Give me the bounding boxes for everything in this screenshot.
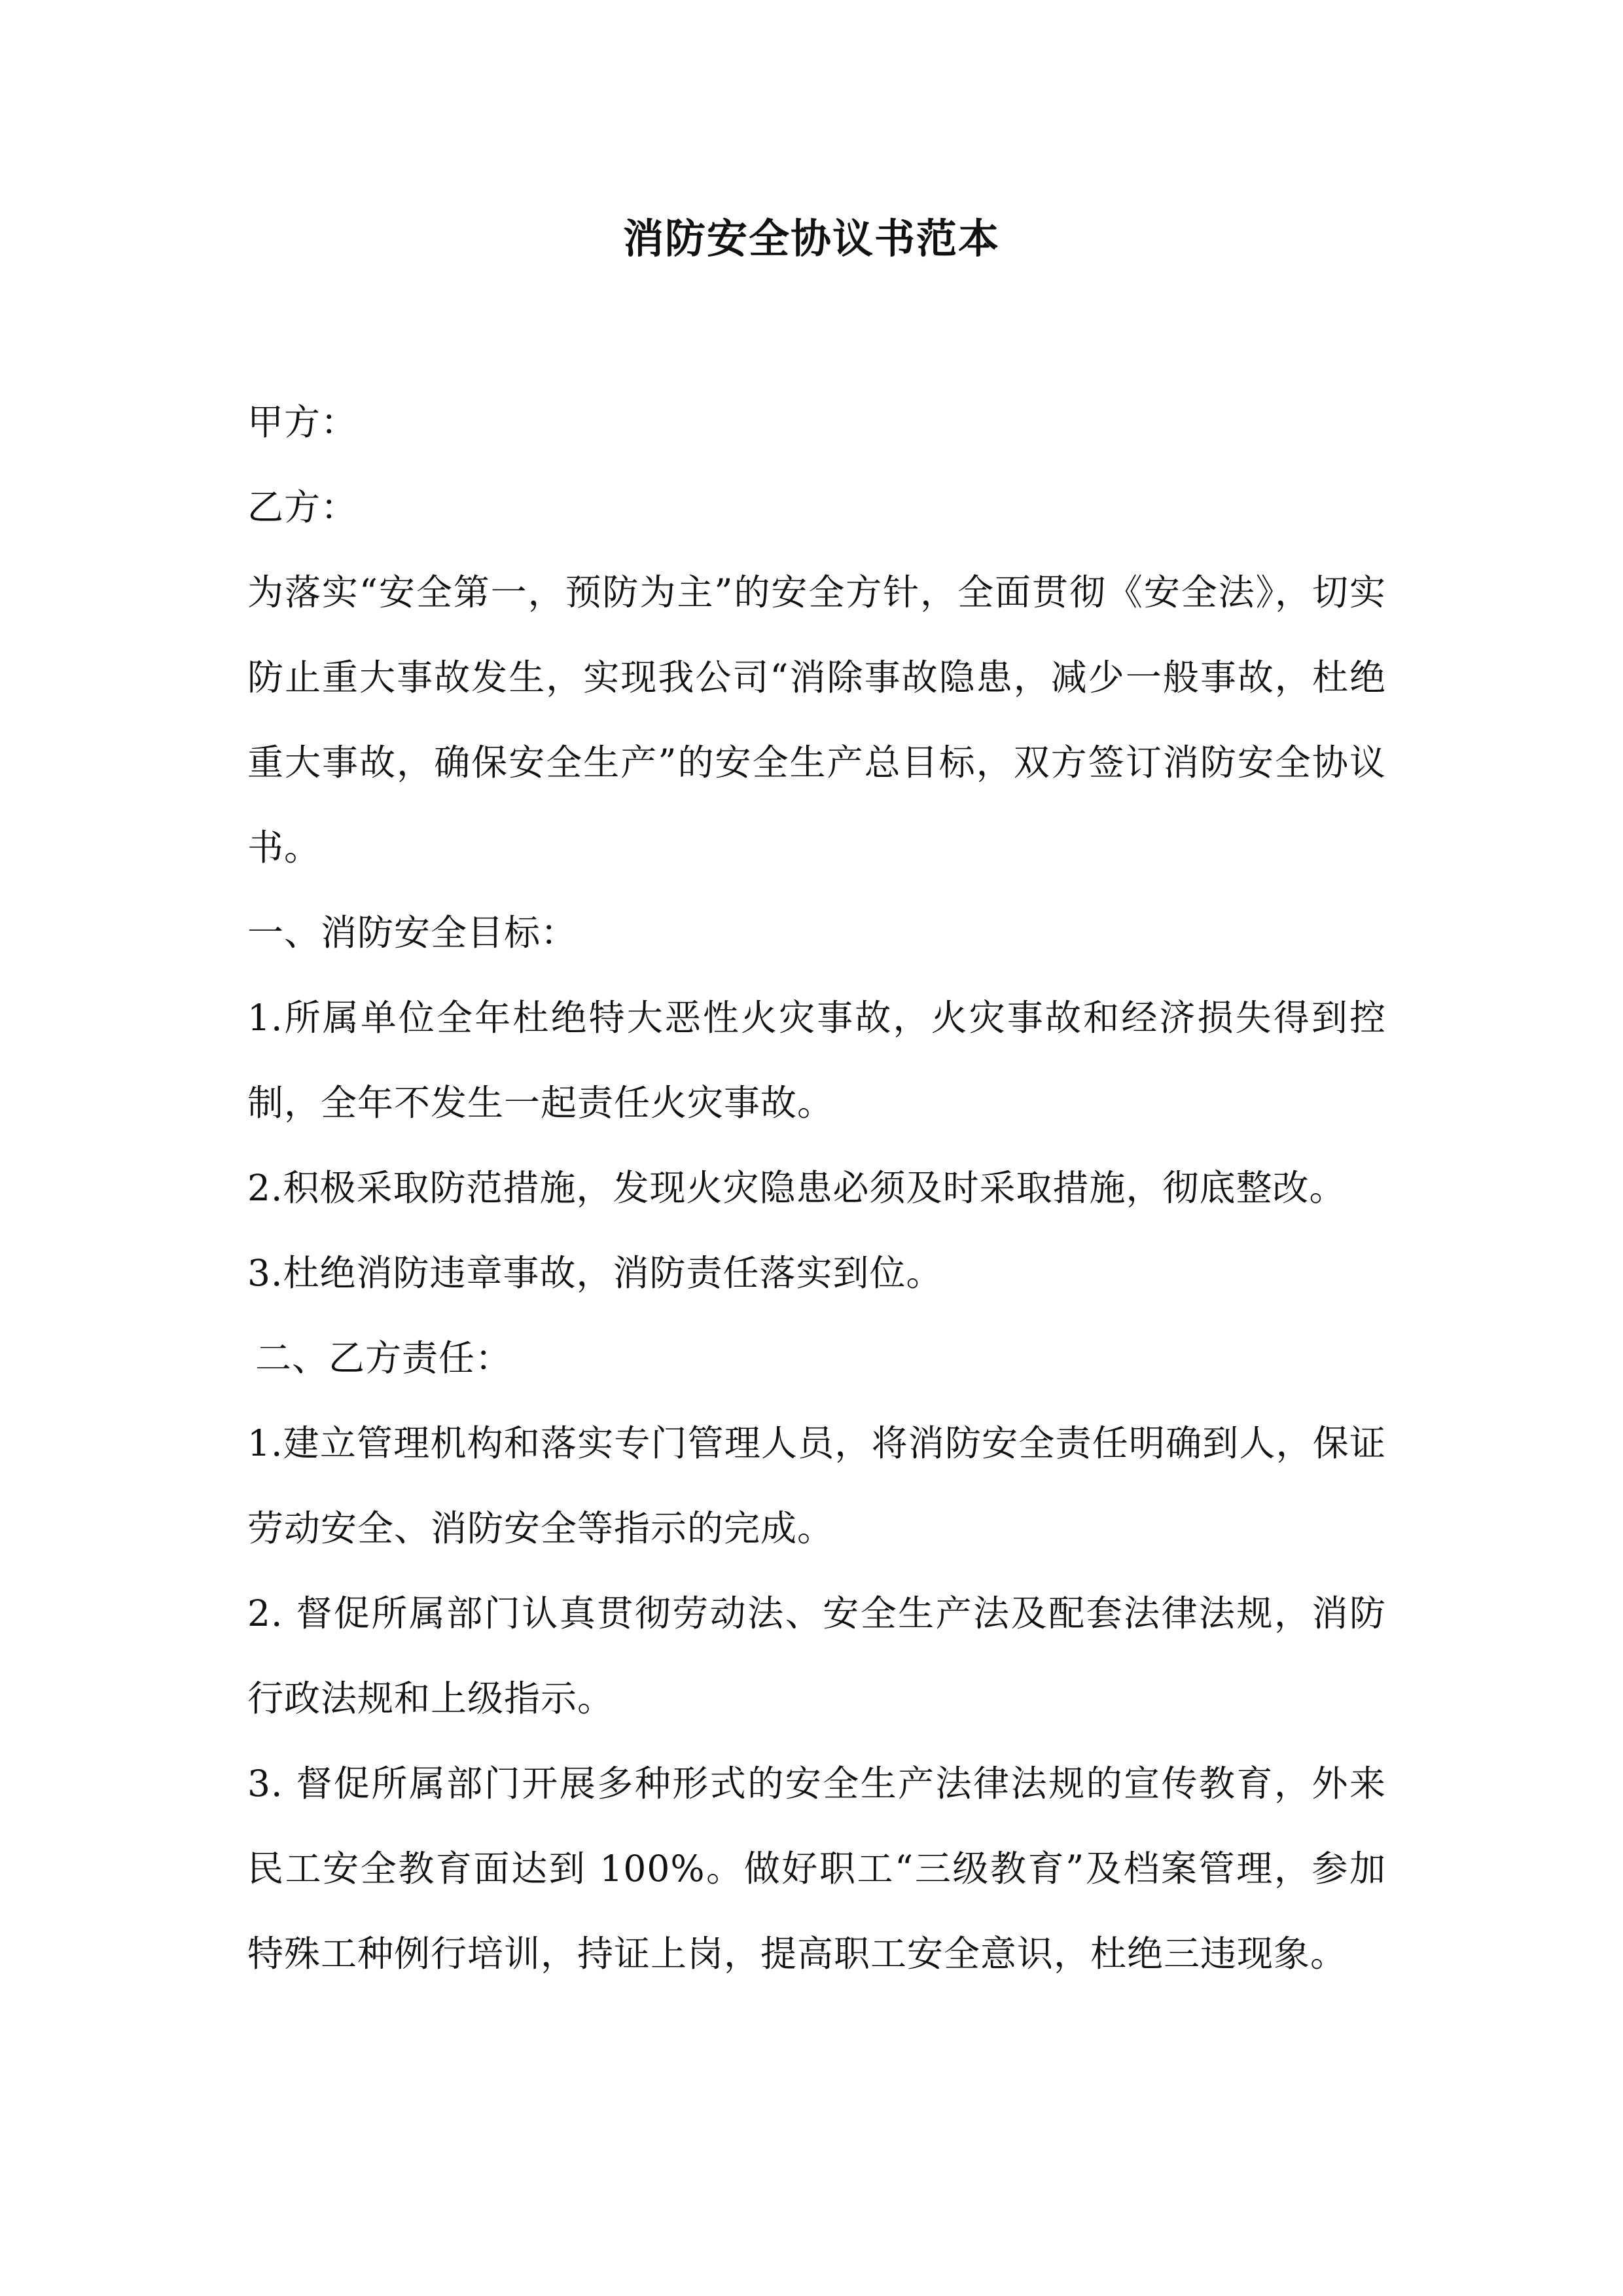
goal-item-2: 2.积极采取防范措施，发现火灾隐患必须及时采取措施，彻底整改。 — [247, 1167, 1346, 1209]
party-b-line: 乙方： — [247, 486, 358, 528]
responsibility-item-3: 3. 督促所属部门开展多种形式的安全生产法律法规的宣传教育，外来民工安全教育面达到 100%。做好职工“三级教育”及档案管理，参加特殊工种例行培训，持证上岗，提高职工安全意识，杜绝三违现象。 — [247, 1763, 1386, 1975]
section-heading-responsibilities: 二、乙方责任： — [255, 1337, 512, 1379]
document-title: 消防安全协议书范本 — [622, 215, 1000, 262]
party-a-line: 甲方： — [247, 401, 358, 443]
preamble-paragraph: 为落实“安全第一，预防为主”的安全方针，全面贯彻《安全法》，切实防止重大事故发生，实现我公司“消除事故隐患，减少一般事故，杜绝重大事故，确保安全生产”的安全生产总目标，双方签订消防安全协议书。 — [247, 571, 1386, 869]
responsibility-item-1: 1.建立管理机构和落实专门管理人员，将消防安全责任明确到人，保证劳动安全、消防安全等指示的完成。 — [247, 1422, 1386, 1549]
goal-item-3: 3.杜绝消防违章事故，消防责任落实到位。 — [247, 1252, 943, 1294]
section-heading-goals: 一、消防安全目标： — [247, 912, 578, 954]
document-body — [247, 380, 1386, 1996]
responsibility-item-2: 2. 督促所属部门认真贯彻劳动法、安全生产法及配套法律法规，消防行政法规和上级指示。 — [247, 1592, 1386, 1719]
goal-item-1: 1.所属单位全年杜绝特大恶性火灾事故，火灾事故和经济损失得到控制，全年不发生一起责任火灾事故。 — [247, 997, 1386, 1124]
